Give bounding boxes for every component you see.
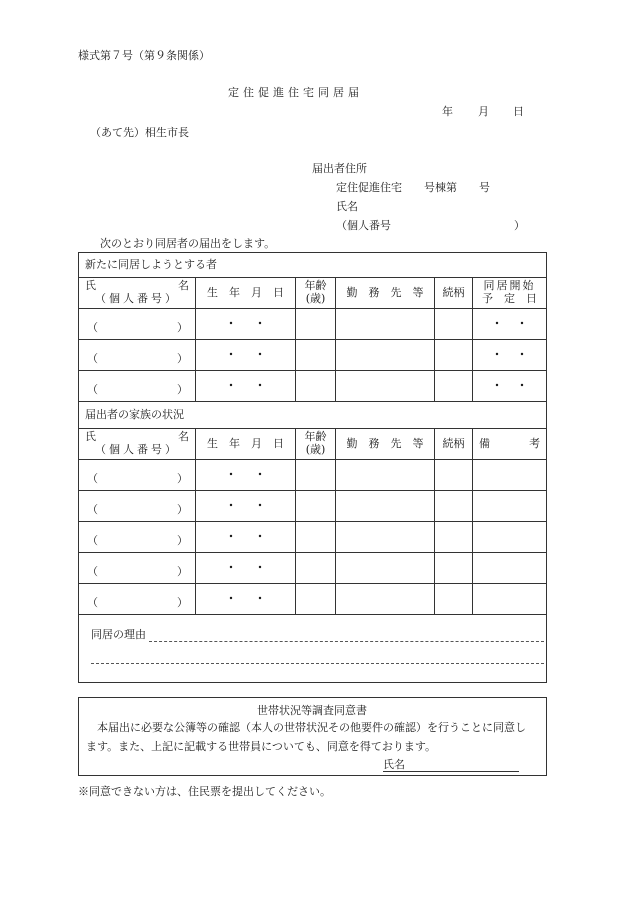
table-row	[79, 584, 547, 615]
age-cell[interactable]	[296, 460, 336, 491]
table-row	[79, 522, 547, 553]
reason-line-2	[91, 663, 544, 664]
cohabitant-table	[78, 252, 547, 683]
date-month-label: 月	[478, 105, 489, 118]
reason-cell[interactable]	[79, 615, 547, 683]
relation-cell[interactable]	[435, 553, 473, 584]
age-cell[interactable]	[296, 584, 336, 615]
age-cell[interactable]	[296, 340, 336, 371]
relation-cell[interactable]	[435, 460, 473, 491]
relation-cell[interactable]	[435, 584, 473, 615]
reason-label: 同居の理由	[91, 628, 146, 641]
relation-cell[interactable]	[435, 309, 473, 340]
birthdate-cell[interactable]: ・・	[196, 309, 296, 340]
table-row	[79, 460, 547, 491]
name-input-cell[interactable]: （ ）	[79, 371, 196, 402]
relation-cell[interactable]	[435, 522, 473, 553]
intro-text: 次のとおり同居者の届出をします。	[100, 237, 276, 250]
remarks-cell[interactable]	[473, 460, 547, 491]
section2-title: 届出者の家族の状況	[79, 402, 547, 429]
remarks-cell[interactable]	[473, 522, 547, 553]
age-cell[interactable]	[296, 553, 336, 584]
applicant-mynumber-close: ）	[514, 219, 525, 232]
consent-line-2: ます。また、上記に記載する世帯員についても、同意を得ております。	[86, 740, 437, 753]
section1-title: 新たに同居しようとする者	[79, 253, 547, 278]
age-header: 年齢 (歳)	[296, 429, 336, 460]
name-input-cell[interactable]: （ ）	[79, 309, 196, 340]
consent-title: 世帯状況等調査同意書	[257, 704, 367, 717]
relation-header: 続柄	[435, 429, 473, 460]
workplace-cell[interactable]	[336, 491, 435, 522]
remarks-cell[interactable]	[473, 553, 547, 584]
workplace-cell[interactable]	[336, 522, 435, 553]
move-in-date-cell[interactable]: ・・	[473, 340, 547, 371]
applicant-name-label: 氏名	[336, 200, 358, 213]
birthdate-cell[interactable]: ・・	[196, 460, 296, 491]
form-number: 様式第７号（第９条関係）	[78, 49, 210, 62]
applicant-housing-label: 定住促進住宅 号棟第 号	[336, 181, 490, 194]
consent-name-label: 氏名	[383, 758, 405, 771]
workplace-header: 勤 務 先 等	[336, 278, 435, 309]
applicant-mynumber-label: （個人番号	[336, 219, 391, 232]
move-in-date-header: 同居開始 予 定 日	[473, 278, 547, 309]
table-row	[79, 491, 547, 522]
name-input-cell[interactable]: （ ）	[79, 491, 196, 522]
section2-header-row	[79, 429, 547, 460]
birthdate-cell[interactable]: ・・	[196, 553, 296, 584]
remarks-cell[interactable]	[473, 491, 547, 522]
move-in-date-cell[interactable]: ・・	[473, 371, 547, 402]
workplace-cell[interactable]	[336, 584, 435, 615]
table-row	[79, 309, 547, 340]
name-input-cell[interactable]: （ ）	[79, 584, 196, 615]
consent-line-1: 本届出に必要な公簿等の確認（本人の世帯状況その他要件の確認）を行うことに同意し	[97, 721, 526, 734]
page-title: 定住促進住宅同居届	[228, 86, 363, 99]
date-year-label: 年	[442, 105, 453, 118]
name-input-cell[interactable]: （ ）	[79, 553, 196, 584]
birthdate-cell[interactable]: ・・	[196, 371, 296, 402]
workplace-cell[interactable]	[336, 340, 435, 371]
age-cell[interactable]	[296, 491, 336, 522]
workplace-cell[interactable]	[336, 309, 435, 340]
name-header: 氏 名 （個人番号）	[79, 429, 196, 460]
date-day-label: 日	[513, 105, 524, 118]
consent-signature-line[interactable]	[383, 771, 519, 772]
table-row	[79, 340, 547, 371]
birthdate-cell[interactable]: ・・	[196, 340, 296, 371]
move-in-date-cell[interactable]: ・・	[473, 309, 547, 340]
name-input-cell[interactable]: （ ）	[79, 460, 196, 491]
age-cell[interactable]	[296, 371, 336, 402]
birthdate-header: 生 年 月 日	[196, 278, 296, 309]
workplace-header: 勤 務 先 等	[336, 429, 435, 460]
age-header: 年齢 (歳)	[296, 278, 336, 309]
name-header: 氏 名 （個人番号）	[79, 278, 196, 309]
table-row	[79, 371, 547, 402]
name-input-cell[interactable]: （ ）	[79, 522, 196, 553]
consent-box	[78, 697, 547, 776]
birthdate-cell[interactable]: ・・	[196, 584, 296, 615]
applicant-address-label: 届出者住所	[312, 162, 367, 175]
workplace-cell[interactable]	[336, 553, 435, 584]
addressee: （あて先）相生市長	[90, 126, 189, 139]
birthdate-cell[interactable]: ・・	[196, 491, 296, 522]
reason-line-1	[149, 641, 544, 642]
workplace-cell[interactable]	[336, 371, 435, 402]
birthdate-cell[interactable]: ・・	[196, 522, 296, 553]
birthdate-header: 生 年 月 日	[196, 429, 296, 460]
name-input-cell[interactable]: （ ）	[79, 340, 196, 371]
age-cell[interactable]	[296, 522, 336, 553]
remarks-header: 備 考	[473, 429, 547, 460]
table-row	[79, 553, 547, 584]
age-cell[interactable]	[296, 309, 336, 340]
relation-cell[interactable]	[435, 491, 473, 522]
relation-cell[interactable]	[435, 340, 473, 371]
remarks-cell[interactable]	[473, 584, 547, 615]
relation-header: 続柄	[435, 278, 473, 309]
workplace-cell[interactable]	[336, 460, 435, 491]
relation-cell[interactable]	[435, 371, 473, 402]
footnote: ※同意できない方は、住民票を提出してください。	[78, 785, 331, 798]
section1-header-row	[79, 278, 547, 309]
